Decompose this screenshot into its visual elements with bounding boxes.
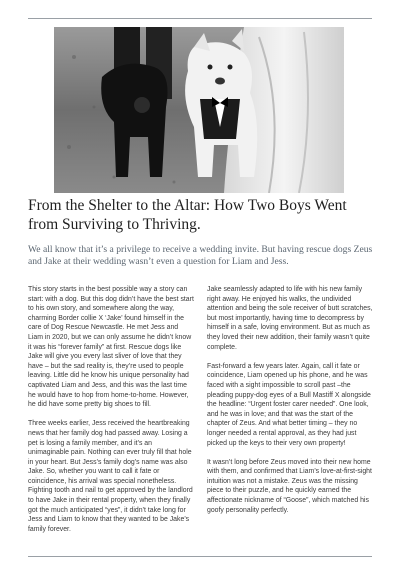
body-paragraph: This story starts in the best possible way a story can start: with a dog. But this dog didn’t have the best start to his own story, and somewhere along the way, charming Border collie X ‘Jake’ found himself in the care of Dog Rescue Newcastle. He met Jess and Liam in 2020, but we can only assume he didn’t know it was his “forever family” at first. Rescue dogs like Jake will give you every last sliver of love that they have – but the sad reality is, they’re used to people leaving. Little did he know his unique personality had captivated Liam and Jess, and this was the last time he would have to hop from home-to-home. However, he did have some pretty big shoes to fill. (28, 286, 194, 409)
body-paragraph: Jake seamlessly adapted to life with his new family right away. He enjoyed his walks, the undivided attention and being the sole receiver of butt scratches, but most importantly, having time to decompress by himself in a safe, loving environment. But as much as they loved their new addition, their family wasn’t quite complete. (207, 286, 373, 351)
bottom-divider (28, 556, 372, 557)
top-divider (28, 18, 372, 19)
body-paragraph: Fast-forward a few years later. Again, call it fate or coincidence, Liam opened up his phone, and he was faced with a sight impossible to scroll past –the pleading puppy-dog eyes of a Bull Mastiff X alongside the headline: “Urgent foster carer needed”. One look, and he was in love; and that was the start of the chapter of Zeus. And what better timing – they no longer needed a rental approval, as they had just picked up the keys to their very own property! (207, 362, 371, 447)
article-title: From the Shelter to the Altar: How Two Boys Went from Surviving to Thriving. (28, 197, 347, 233)
article-column-left (28, 285, 194, 544)
body-paragraph: It wasn’t long before Zeus moved into their new home with them, and confirmed that Liam’s love-at-first-sight intuition was not a mistake. Zeus was the missing piece to their puzzle, and he quickly earned the affectionate nickname of “Goose”, which matched his goofy personality perfectly. (207, 458, 372, 514)
hero-photo (54, 27, 344, 193)
article-column-right (207, 285, 375, 525)
body-paragraph: Three weeks earlier, Jess received the heartbreaking news that her family dog had passed away. Losing a pet is losing a family member, and it’s an unimaginable pain. Nothing can ever truly fill that hole in your heart. But Jess’s family dog’s name was also Jake. So, whether you want to call it fate or coincidence, his arrival was special nonetheless. Fighting tooth and nail to get approved by the landlord to have Jake in their rental property, when they finally got the much anticipated “yes”, it didn’t take long for Jess and Liam to know that they wanted to be Jake’s family forever. (28, 420, 193, 533)
article-subtitle: We all know that it’s a privilege to receive a wedding invite. But having rescue dogs Zeus and Jake at their wedding wasn’t even a question for Liam and Jess. (28, 244, 373, 267)
